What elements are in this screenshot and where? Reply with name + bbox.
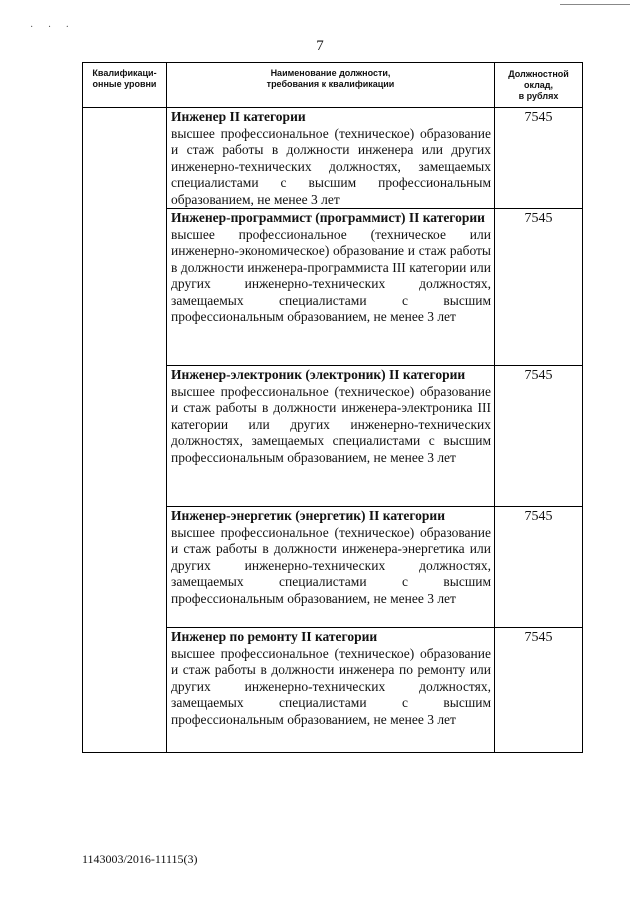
header-position-name <box>167 63 495 108</box>
position-requirements: высшее профессиональное (техническое) образование и стаж работы в должности инженера по ремонту или других инженерно-технических должностях, замещаемых специалистами с высшим профессиональным образованием, не менее 3 лет <box>171 645 491 727</box>
table-row <box>83 108 583 209</box>
position-requirements: высшее профессиональное (техническое) образование и стаж работы в должности инженера или других инженерно-технических должностях, замещаемых специалистами с высшим профессиональным образованием, не менее 3 лет <box>171 125 491 207</box>
position-cell <box>167 108 495 209</box>
position-cell <box>167 366 495 507</box>
position-requirements: высшее профессиональное (техническое или инженерно-экономическое) образование и стаж работы в должности инженера-программиста III категории или других инженерно-технических должностях, замещаемых специалистами с высшим профессиональным образованием, не менее 3 лет <box>171 226 491 324</box>
position-title: Инженер-электроник (электроник) II категории <box>171 367 466 382</box>
header-salary <box>495 63 583 108</box>
header-col1-text: Квалификаци- онные уровни <box>92 68 157 89</box>
salary-cell: 7545 <box>495 108 583 209</box>
position-title: Инженер-программист (программист) II категории <box>171 210 485 225</box>
qualification-level-cell <box>83 108 167 753</box>
position-requirements: высшее профессиональное (техническое) образование и стаж работы в должности инженера-энергетика или других инженерно-технических должностях, замещаемых специалистами с высшим профессиональным образованием, не менее 3 лет <box>171 524 491 606</box>
position-requirements: высшее профессиональное (техническое) образование и стаж работы в должности инженера-электроника III категории или других инженерно-технических должностях, замещаемых специалистами с высшим профессиональным образованием, не менее 3 лет <box>171 383 491 465</box>
position-cell <box>167 507 495 628</box>
header-col3-text: Должностной оклад, в рублях <box>508 69 569 101</box>
header-col2-text: Наименование должности, требования к квалификации <box>266 68 395 89</box>
salary-cell: 7545 <box>495 628 583 753</box>
scan-specks: · · · <box>30 22 75 33</box>
top-edge-line <box>560 4 630 5</box>
header-qualification-levels <box>83 63 167 108</box>
position-title: Инженер-энергетик (энергетик) II категории <box>171 508 445 523</box>
salary-cell: 7545 <box>495 366 583 507</box>
position-cell <box>167 628 495 753</box>
position-title: Инженер по ремонту II категории <box>171 629 378 644</box>
salary-cell: 7545 <box>495 507 583 628</box>
document-number: 1143003/2016-11115(3) <box>82 852 198 866</box>
position-title: Инженер II категории <box>171 109 306 124</box>
positions-table <box>82 62 583 753</box>
position-cell <box>167 209 495 366</box>
page-number: 7 <box>316 38 324 54</box>
table-header-row <box>83 63 583 108</box>
salary-cell: 7545 <box>495 209 583 366</box>
